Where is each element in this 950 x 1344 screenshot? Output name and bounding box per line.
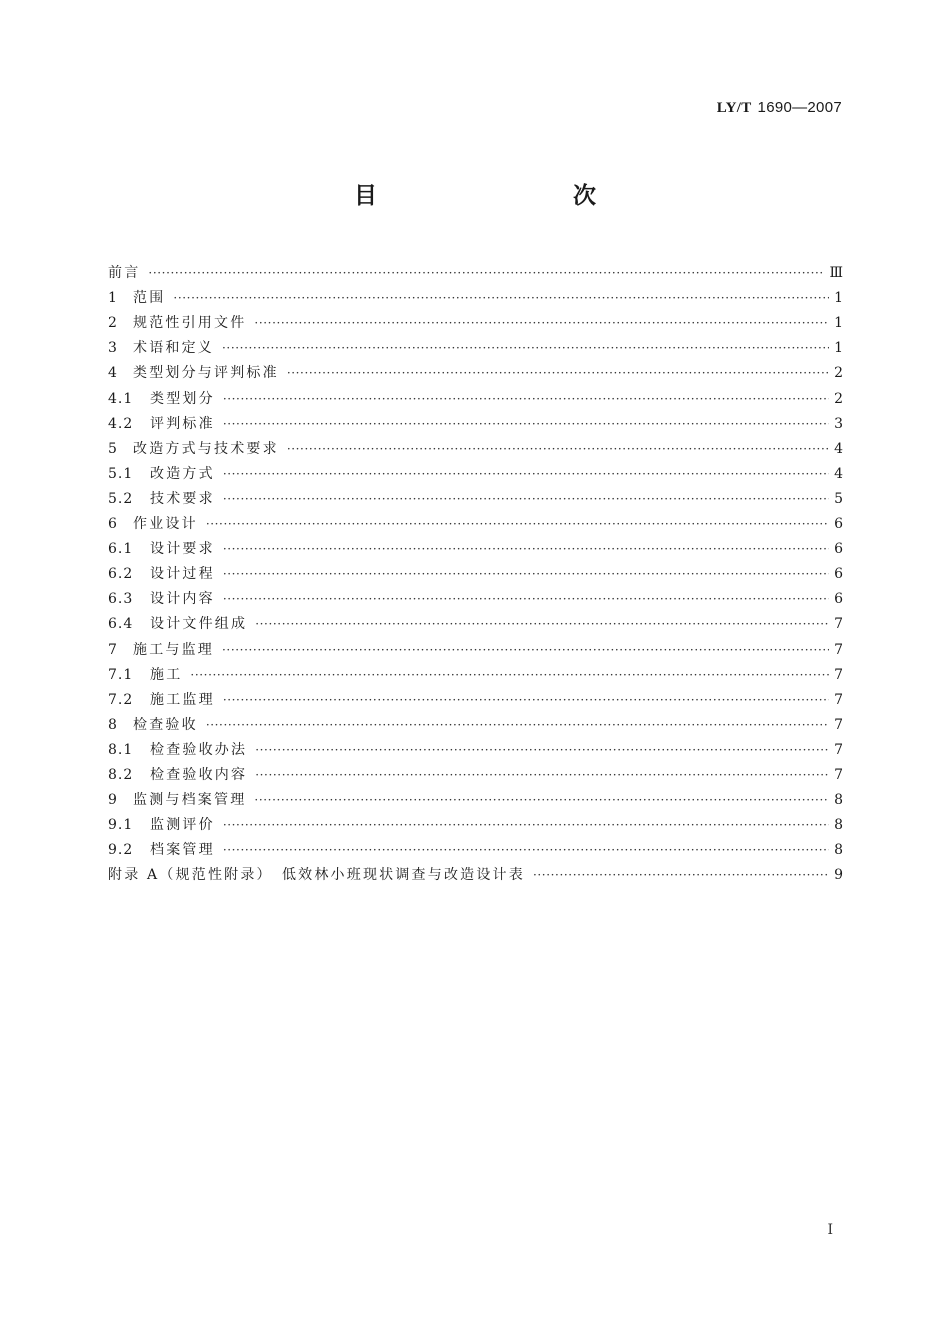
- toc-entry-label: 设计文件组成: [150, 616, 248, 633]
- toc-entry[interactable]: [108, 609, 843, 634]
- toc-entry[interactable]: [108, 760, 843, 785]
- toc-entry-page: 7: [834, 741, 843, 758]
- toc-dot-leader: [287, 363, 829, 383]
- toc-entry[interactable]: [108, 685, 843, 710]
- toc-entry-number: 2: [108, 315, 118, 332]
- toc-entry-page: 4: [834, 440, 843, 457]
- toc-entry-label: 检查验收内容: [150, 766, 248, 783]
- toc-dot-leader: [287, 439, 829, 459]
- toc-dot-leader: [223, 690, 829, 710]
- toc-entry[interactable]: [108, 584, 843, 609]
- toc-dot-leader: [223, 840, 829, 860]
- toc-entry-label: 前言: [108, 265, 141, 282]
- toc-entry[interactable]: [108, 735, 843, 760]
- toc-entry[interactable]: [108, 860, 843, 885]
- toc-entry-page: 3: [834, 415, 843, 432]
- toc-entry-page: 7: [834, 666, 843, 683]
- toc-entry-number: 9: [108, 792, 118, 809]
- toc-entry-page: Ⅲ: [829, 265, 843, 282]
- page-number: I: [827, 1222, 833, 1238]
- toc-entry-label: 档案管理: [150, 842, 215, 859]
- toc-dot-leader: [223, 815, 829, 835]
- toc-entry-label: 术语和定义: [133, 340, 214, 357]
- toc-entry[interactable]: [108, 283, 843, 308]
- toc-dot-leader: [533, 865, 829, 885]
- toc-dot-leader: [223, 464, 829, 484]
- toc-entry-label: 监测评价: [150, 817, 215, 834]
- toc-dot-leader: [223, 564, 829, 584]
- toc-dot-leader: [222, 338, 829, 358]
- toc-entry[interactable]: [108, 459, 843, 484]
- toc-dot-leader: [223, 489, 829, 509]
- toc-entry-label: 改造方式与技术要求: [133, 440, 279, 457]
- toc-entry[interactable]: [108, 308, 843, 333]
- toc-entry[interactable]: [108, 434, 843, 459]
- toc-entry-page: 7: [834, 716, 843, 733]
- toc-dot-leader: [206, 715, 829, 735]
- toc-entry-label: 监测与档案管理: [133, 792, 247, 809]
- toc-entry[interactable]: [108, 710, 843, 735]
- toc-entry-label: 规范性引用文件: [133, 315, 247, 332]
- toc-entry-label: 类型划分: [150, 390, 215, 407]
- toc-entry-number: 4: [108, 365, 118, 382]
- toc-entry-page: 6: [834, 541, 843, 558]
- toc-entry[interactable]: [108, 559, 843, 584]
- toc-entry-label: 检查验收: [133, 716, 198, 733]
- toc-entry-page: 9: [834, 867, 843, 884]
- document-code: [717, 99, 842, 117]
- toc-entry-number: 5.2: [108, 490, 134, 507]
- toc-dot-leader: [223, 414, 829, 434]
- toc-entry-page: 7: [834, 641, 843, 658]
- toc-entry[interactable]: [108, 258, 843, 283]
- toc-dot-leader: [255, 614, 829, 634]
- toc-dot-leader: [223, 589, 829, 609]
- page-title: 目 次: [354, 183, 646, 209]
- toc-entry-number: 8.2: [108, 766, 134, 783]
- toc-dot-leader: [206, 514, 829, 534]
- toc-entry-page: 2: [834, 365, 843, 382]
- toc-dot-leader: [223, 539, 829, 559]
- toc-entry-label: 检查验收办法: [150, 741, 248, 758]
- toc-entry-page: 1: [834, 340, 843, 357]
- toc-entry-page: 7: [834, 616, 843, 633]
- toc-entry-page: 4: [834, 465, 843, 482]
- toc-entry-page: 8: [834, 817, 843, 834]
- toc-dot-leader: [190, 665, 829, 685]
- toc-entry-number: 6: [108, 516, 118, 533]
- toc-dot-leader: [148, 263, 825, 283]
- document-code-number: 1690—2007: [757, 99, 842, 116]
- toc-entry[interactable]: [108, 409, 843, 434]
- toc-entry-label: 设计过程: [150, 566, 215, 583]
- toc-entry-label: 技术要求: [150, 490, 215, 507]
- toc-entry[interactable]: [108, 333, 843, 358]
- toc-entry-label: 设计要求: [150, 541, 215, 558]
- toc-entry-label: 评判标准: [150, 415, 215, 432]
- toc-entry-number: 7: [108, 641, 118, 658]
- toc-entry-number: 6.4: [108, 616, 134, 633]
- toc-entry-label: 作业设计: [133, 516, 198, 533]
- table-of-contents: [108, 258, 843, 885]
- toc-entry-page: 1: [834, 315, 843, 332]
- toc-entry-label: 范围: [133, 290, 166, 307]
- toc-entry-number: 6.1: [108, 541, 134, 558]
- toc-entry-label: 改造方式: [150, 465, 215, 482]
- toc-entry-number: 4.1: [108, 390, 134, 407]
- toc-entry-page: 8: [834, 792, 843, 809]
- toc-entry-label: 附录 A（规范性附录） 低效林小班现状调查与改造设计表: [108, 867, 525, 884]
- toc-entry-page: 6: [834, 516, 843, 533]
- toc-entry-number: 7.2: [108, 691, 134, 708]
- toc-entry[interactable]: [108, 509, 843, 534]
- toc-entry-label: 设计内容: [150, 591, 215, 608]
- toc-dot-leader: [255, 765, 829, 785]
- toc-entry[interactable]: [108, 484, 843, 509]
- toc-entry-label: 施工监理: [150, 691, 215, 708]
- toc-entry-label: 施工与监理: [133, 641, 214, 658]
- toc-entry-number: 5.1: [108, 465, 134, 482]
- toc-entry-label: 施工: [150, 666, 183, 683]
- toc-entry-number: 4.2: [108, 415, 134, 432]
- toc-entry[interactable]: [108, 634, 843, 659]
- toc-entry-number: 1: [108, 290, 118, 307]
- toc-entry-label: 类型划分与评判标准: [133, 365, 279, 382]
- toc-entry-page: 1: [834, 290, 843, 307]
- toc-entry-page: 7: [834, 691, 843, 708]
- toc-dot-leader: [254, 790, 829, 810]
- toc-entry[interactable]: [108, 810, 843, 835]
- toc-entry[interactable]: [108, 383, 843, 408]
- toc-entry-number: 6.2: [108, 566, 134, 583]
- toc-entry-page: 2: [834, 390, 843, 407]
- toc-entry-number: 3: [108, 340, 118, 357]
- toc-entry-number: 9.2: [108, 842, 134, 859]
- toc-entry[interactable]: [108, 358, 843, 383]
- toc-entry-number: 5: [108, 440, 118, 457]
- toc-dot-leader: [254, 313, 829, 333]
- toc-entry[interactable]: [108, 534, 843, 559]
- toc-entry[interactable]: [108, 660, 843, 685]
- document-code-prefix: LY/T: [716, 100, 752, 116]
- toc-entry-number: 8: [108, 716, 118, 733]
- toc-entry-page: 7: [834, 766, 843, 783]
- toc-entry-page: 6: [834, 591, 843, 608]
- toc-entry-number: 7.1: [108, 666, 134, 683]
- toc-entry-number: 6.3: [108, 591, 134, 608]
- toc-dot-leader: [222, 640, 829, 660]
- toc-dot-leader: [173, 288, 829, 308]
- toc-entry[interactable]: [108, 835, 843, 860]
- toc-entry-page: 5: [834, 490, 843, 507]
- toc-dot-leader: [223, 389, 829, 409]
- toc-entry-page: 8: [834, 842, 843, 859]
- toc-entry-page: 6: [834, 566, 843, 583]
- toc-entry-number: 9.1: [108, 817, 134, 834]
- toc-entry-number: 8.1: [108, 741, 134, 758]
- toc-dot-leader: [255, 740, 829, 760]
- toc-entry[interactable]: [108, 785, 843, 810]
